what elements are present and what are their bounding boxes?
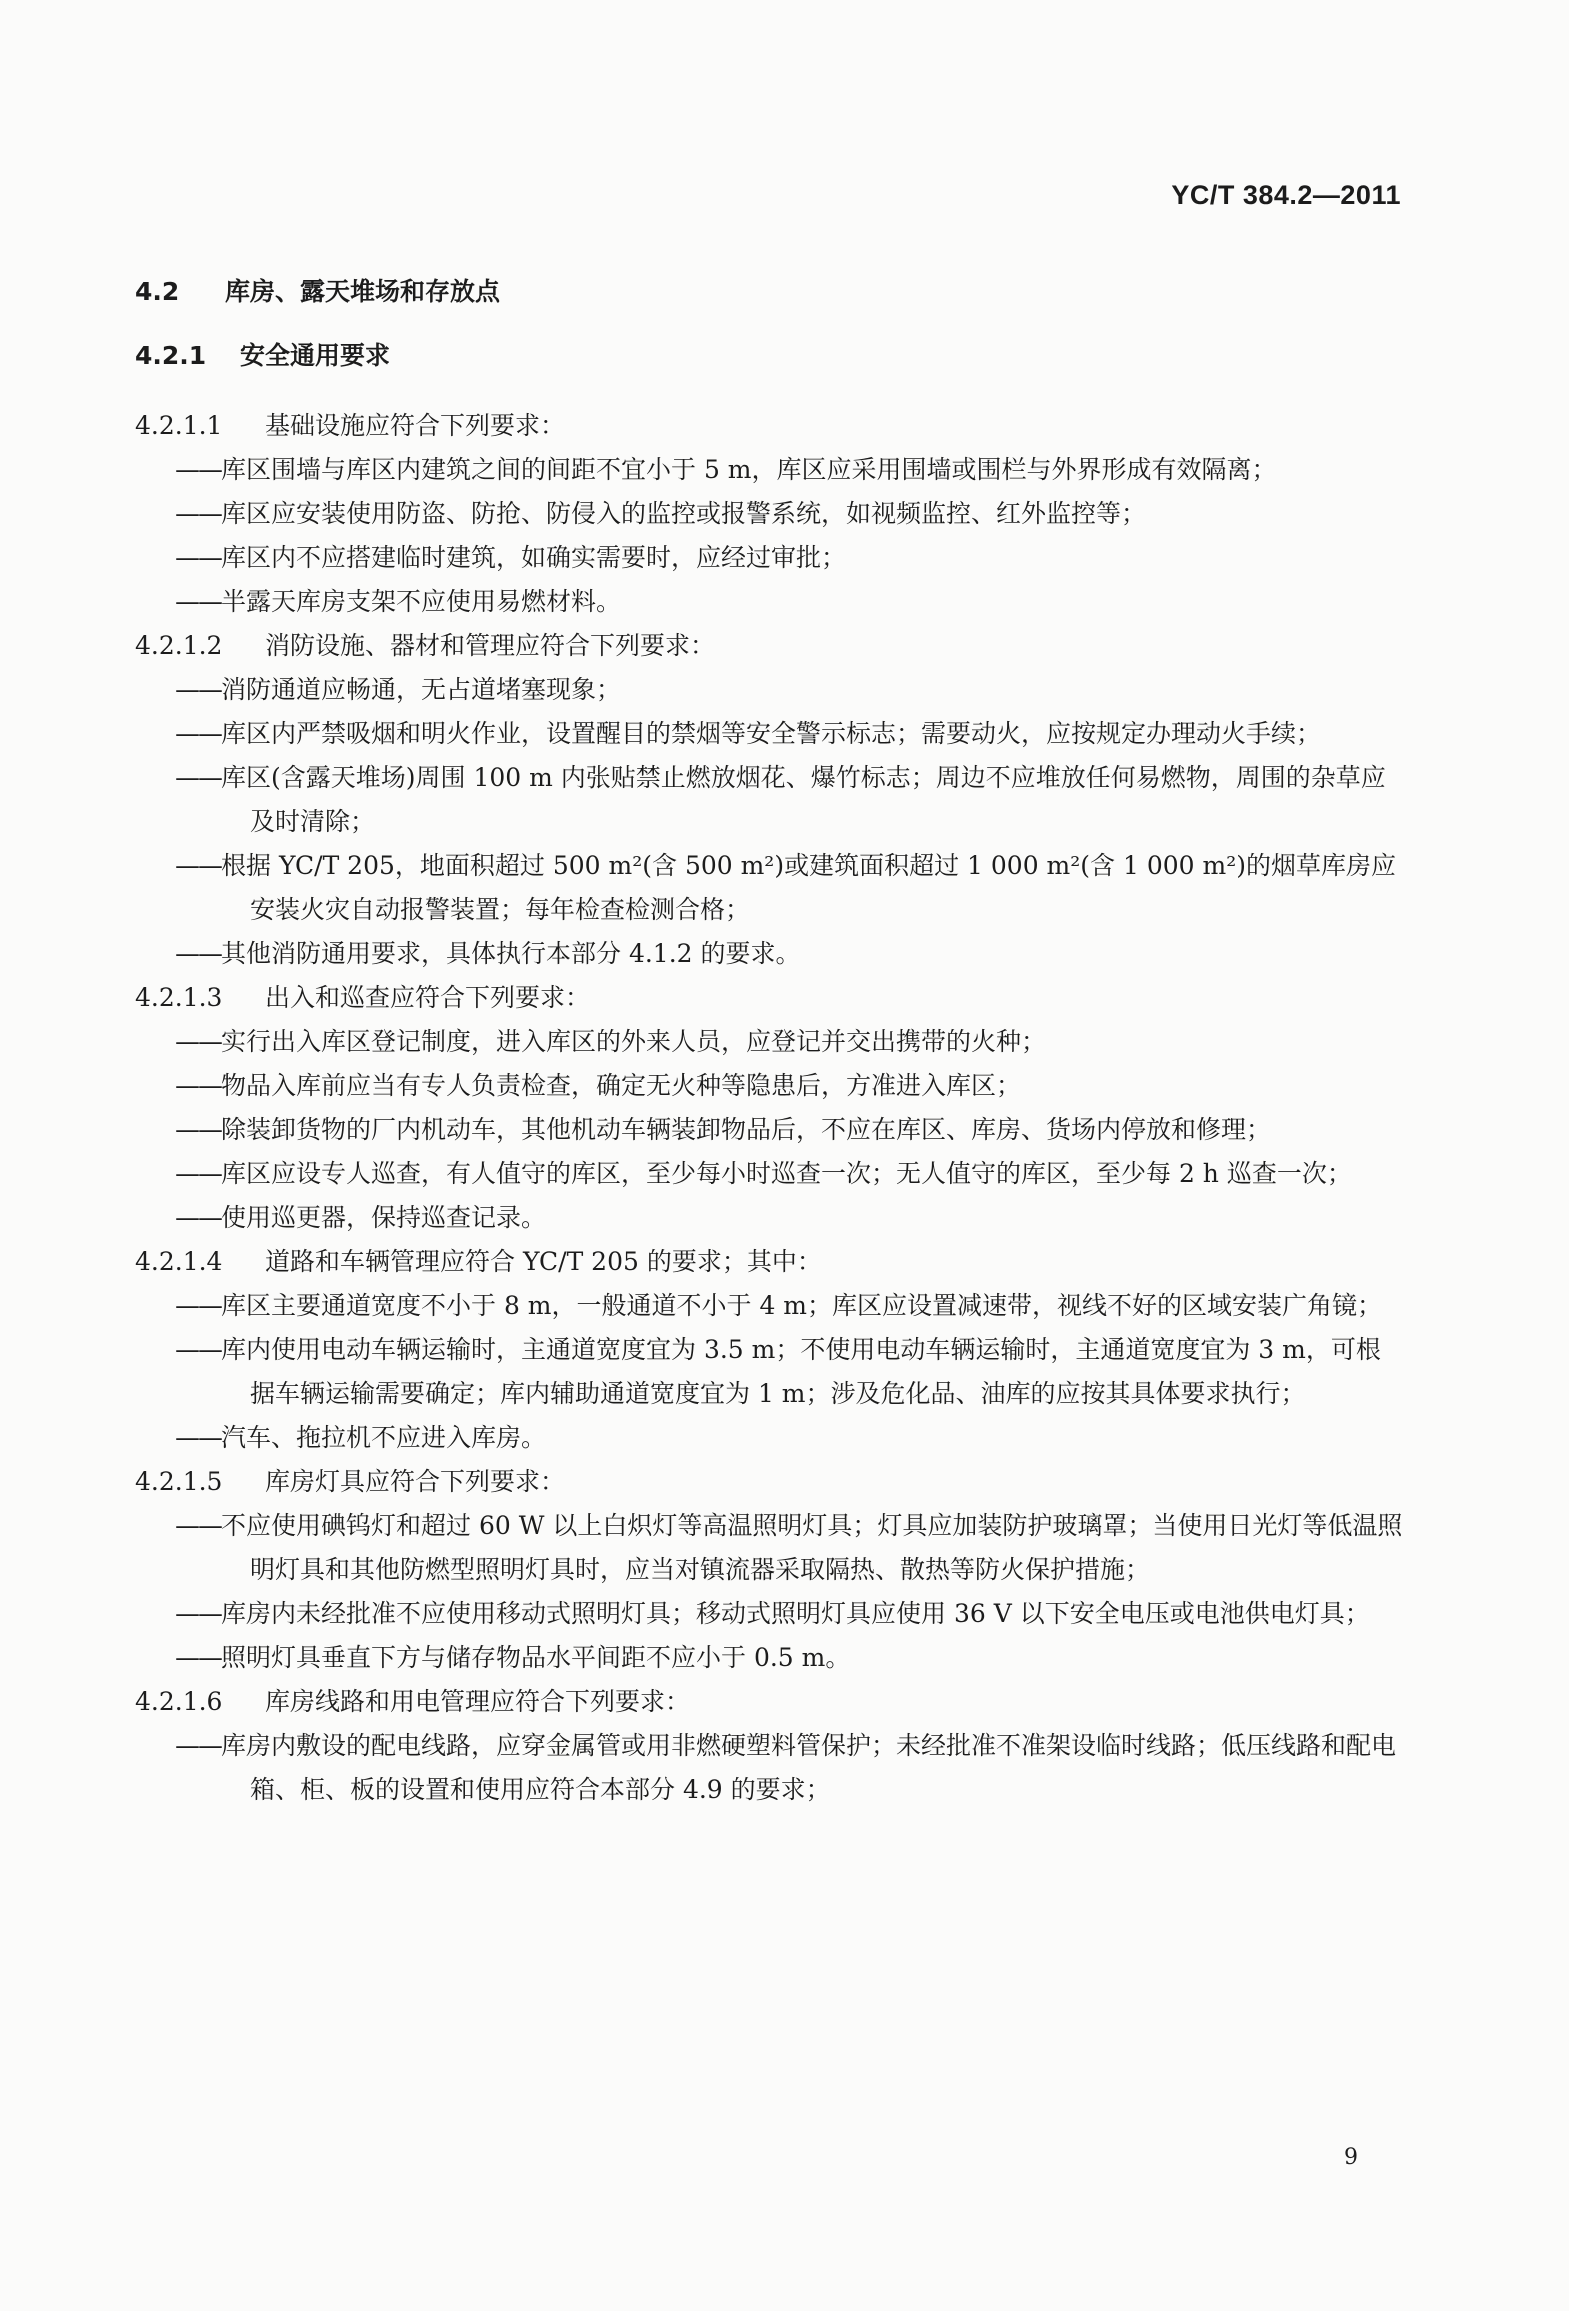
section-number: 4.2 — [135, 277, 180, 306]
list-item-text: 库区主要通道宽度不小于 8 m，一般通道不小于 4 m；库区应设置减速带，视线不好的区域安装广角镜； — [221, 1291, 1383, 1320]
list-item-text: 根据 YC/T 205，地面积超过 500 m²(含 500 m²)或建筑面积超过 1 000 m²(含 1 000 m²)的烟草库房应安装火灾自动报警装置；每年检查检测合格； — [221, 851, 1396, 924]
list-item — [135, 1636, 1405, 1680]
list-item — [135, 492, 1405, 536]
clause-number: 4.2.1.2 — [135, 631, 223, 660]
dash-marker: —— — [175, 1291, 221, 1320]
dash-marker: —— — [175, 939, 221, 968]
dash-marker: —— — [175, 1643, 221, 1672]
standard-code: YC/T 384.2—2011 — [1171, 180, 1401, 210]
dash-marker: —— — [175, 1335, 221, 1364]
list-item — [135, 580, 1405, 624]
list-item — [135, 1328, 1405, 1416]
list-item-text: 除装卸货物的厂内机动车，其他机动车辆装卸物品后，不应在库区、库房、货场内停放和修理； — [221, 1115, 1272, 1144]
list-item — [135, 844, 1405, 932]
clause-heading — [135, 1680, 1405, 1724]
subsection-title: 安全通用要求 — [240, 341, 391, 370]
clause-heading — [135, 1240, 1405, 1284]
clause-title: 基础设施应符合下列要求： — [265, 411, 566, 440]
list-item — [135, 1196, 1405, 1240]
list-item — [135, 1020, 1405, 1064]
list-item-text: 库区应设专人巡查，有人值守的库区，至少每小时巡查一次；无人值守的库区，至少每 2 h 巡查一次； — [221, 1159, 1352, 1188]
list-item — [135, 1284, 1405, 1328]
dash-marker: —— — [175, 543, 221, 572]
dash-marker: —— — [175, 763, 221, 792]
dash-marker: —— — [175, 1423, 221, 1452]
list-item — [135, 712, 1405, 756]
list-item-text: 物品入库前应当有专人负责检查，确定无火种等隐患后，方准进入库区； — [221, 1071, 1022, 1100]
list-item-text: 消防通道应畅通，无占道堵塞现象； — [221, 675, 622, 704]
list-item — [135, 1592, 1405, 1636]
list-item — [135, 536, 1405, 580]
dash-marker: —— — [175, 455, 221, 484]
dash-marker: —— — [175, 719, 221, 748]
dash-marker: —— — [175, 1159, 221, 1188]
list-item-text: 使用巡更器，保持巡查记录。 — [221, 1203, 547, 1232]
dash-marker: —— — [175, 1731, 221, 1760]
clause-list — [135, 404, 1405, 1812]
dash-marker: —— — [175, 1599, 221, 1628]
clause-title: 库房灯具应符合下列要求： — [265, 1467, 566, 1496]
clause-heading — [135, 976, 1405, 1020]
subsection-number: 4.2.1 — [135, 341, 207, 370]
page-number: 9 — [1344, 2145, 1358, 2170]
list-item-text: 其他消防通用要求，具体执行本部分 4.1.2 的要求。 — [221, 939, 801, 968]
list-item-text: 库区内不应搭建临时建筑，如确实需要时，应经过审批； — [221, 543, 847, 572]
list-item — [135, 1416, 1405, 1460]
list-item — [135, 1724, 1405, 1812]
list-item — [135, 1064, 1405, 1108]
list-item — [135, 932, 1405, 976]
dash-marker: —— — [175, 1071, 221, 1100]
subsection-heading — [135, 336, 390, 372]
clause-title: 库房线路和用电管理应符合下列要求： — [265, 1687, 691, 1716]
list-item — [135, 668, 1405, 712]
clause-heading — [135, 1460, 1405, 1504]
list-item-text: 汽车、拖拉机不应进入库房。 — [221, 1423, 547, 1452]
clause-heading — [135, 404, 1405, 448]
list-item-text: 库房内未经批准不应使用移动式照明灯具；移动式照明灯具应使用 36 V 以下安全电压或电池供电灯具； — [221, 1599, 1370, 1628]
dash-marker: —— — [175, 587, 221, 616]
list-item-text: 库区(含露天堆场)周围 100 m 内张贴禁止燃放烟花、爆竹标志；周边不应堆放任何易燃物，周围的杂草应及时清除； — [221, 763, 1386, 836]
list-item — [135, 1108, 1405, 1152]
dash-marker: —— — [175, 1027, 221, 1056]
dash-marker: —— — [175, 499, 221, 528]
list-item — [135, 448, 1405, 492]
clause-title: 道路和车辆管理应符合 YC/T 205 的要求；其中： — [265, 1247, 822, 1276]
list-item-text: 不应使用碘钨灯和超过 60 W 以上白炽灯等高温照明灯具；灯具应加装防护玻璃罩；当使用日光灯等低温照明灯具和其他防燃型照明灯具时，应当对镇流器采取隔热、散热等防火保护措施； — [221, 1511, 1403, 1584]
list-item-text: 库内使用电动车辆运输时，主通道宽度宜为 3.5 m；不使用电动车辆运输时，主通道宽度宜为 3 m，可根据车辆运输需要确定；库内辅助通道宽度宜为 1 m；涉及危化品、油库的应按其具体要求执行； — [221, 1335, 1381, 1408]
clause-title: 消防设施、器材和管理应符合下列要求： — [265, 631, 716, 660]
list-item-text: 库区围墙与库区内建筑之间的间距不宜小于 5 m，库区应采用围墙或围栏与外界形成有效隔离； — [221, 455, 1277, 484]
clause-number: 4.2.1.5 — [135, 1467, 223, 1496]
clause-number: 4.2.1.3 — [135, 983, 223, 1012]
list-item — [135, 1504, 1405, 1592]
list-item — [135, 756, 1405, 844]
clause-number: 4.2.1.1 — [135, 411, 223, 440]
clause-heading — [135, 624, 1405, 668]
section-heading — [135, 272, 500, 308]
list-item — [135, 1152, 1405, 1196]
clause-title: 出入和巡查应符合下列要求： — [265, 983, 591, 1012]
dash-marker: —— — [175, 1203, 221, 1232]
list-item-text: 库区应安装使用防盗、防抢、防侵入的监控或报警系统，如视频监控、红外监控等； — [221, 499, 1147, 528]
list-item-text: 库房内敷设的配电线路，应穿金属管或用非燃硬塑料管保护；未经批准不准架设临时线路；低压线路和配电箱、柜、板的设置和使用应符合本部分 4.9 的要求； — [221, 1731, 1397, 1804]
section-title: 库房、露天堆场和存放点 — [225, 277, 501, 306]
clause-number: 4.2.1.4 — [135, 1247, 223, 1276]
dash-marker: —— — [175, 1115, 221, 1144]
list-item-text: 实行出入库区登记制度，进入库区的外来人员，应登记并交出携带的火种； — [221, 1027, 1047, 1056]
dash-marker: —— — [175, 851, 221, 880]
dash-marker: —— — [175, 1511, 221, 1540]
list-item-text: 半露天库房支架不应使用易燃材料。 — [221, 587, 622, 616]
list-item-text: 库区内严禁吸烟和明火作业，设置醒目的禁烟等安全警示标志；需要动火，应按规定办理动火手续； — [221, 719, 1322, 748]
dash-marker: —— — [175, 675, 221, 704]
clause-number: 4.2.1.6 — [135, 1687, 223, 1716]
list-item-text: 照明灯具垂直下方与储存物品水平间距不应小于 0.5 m。 — [221, 1643, 851, 1672]
